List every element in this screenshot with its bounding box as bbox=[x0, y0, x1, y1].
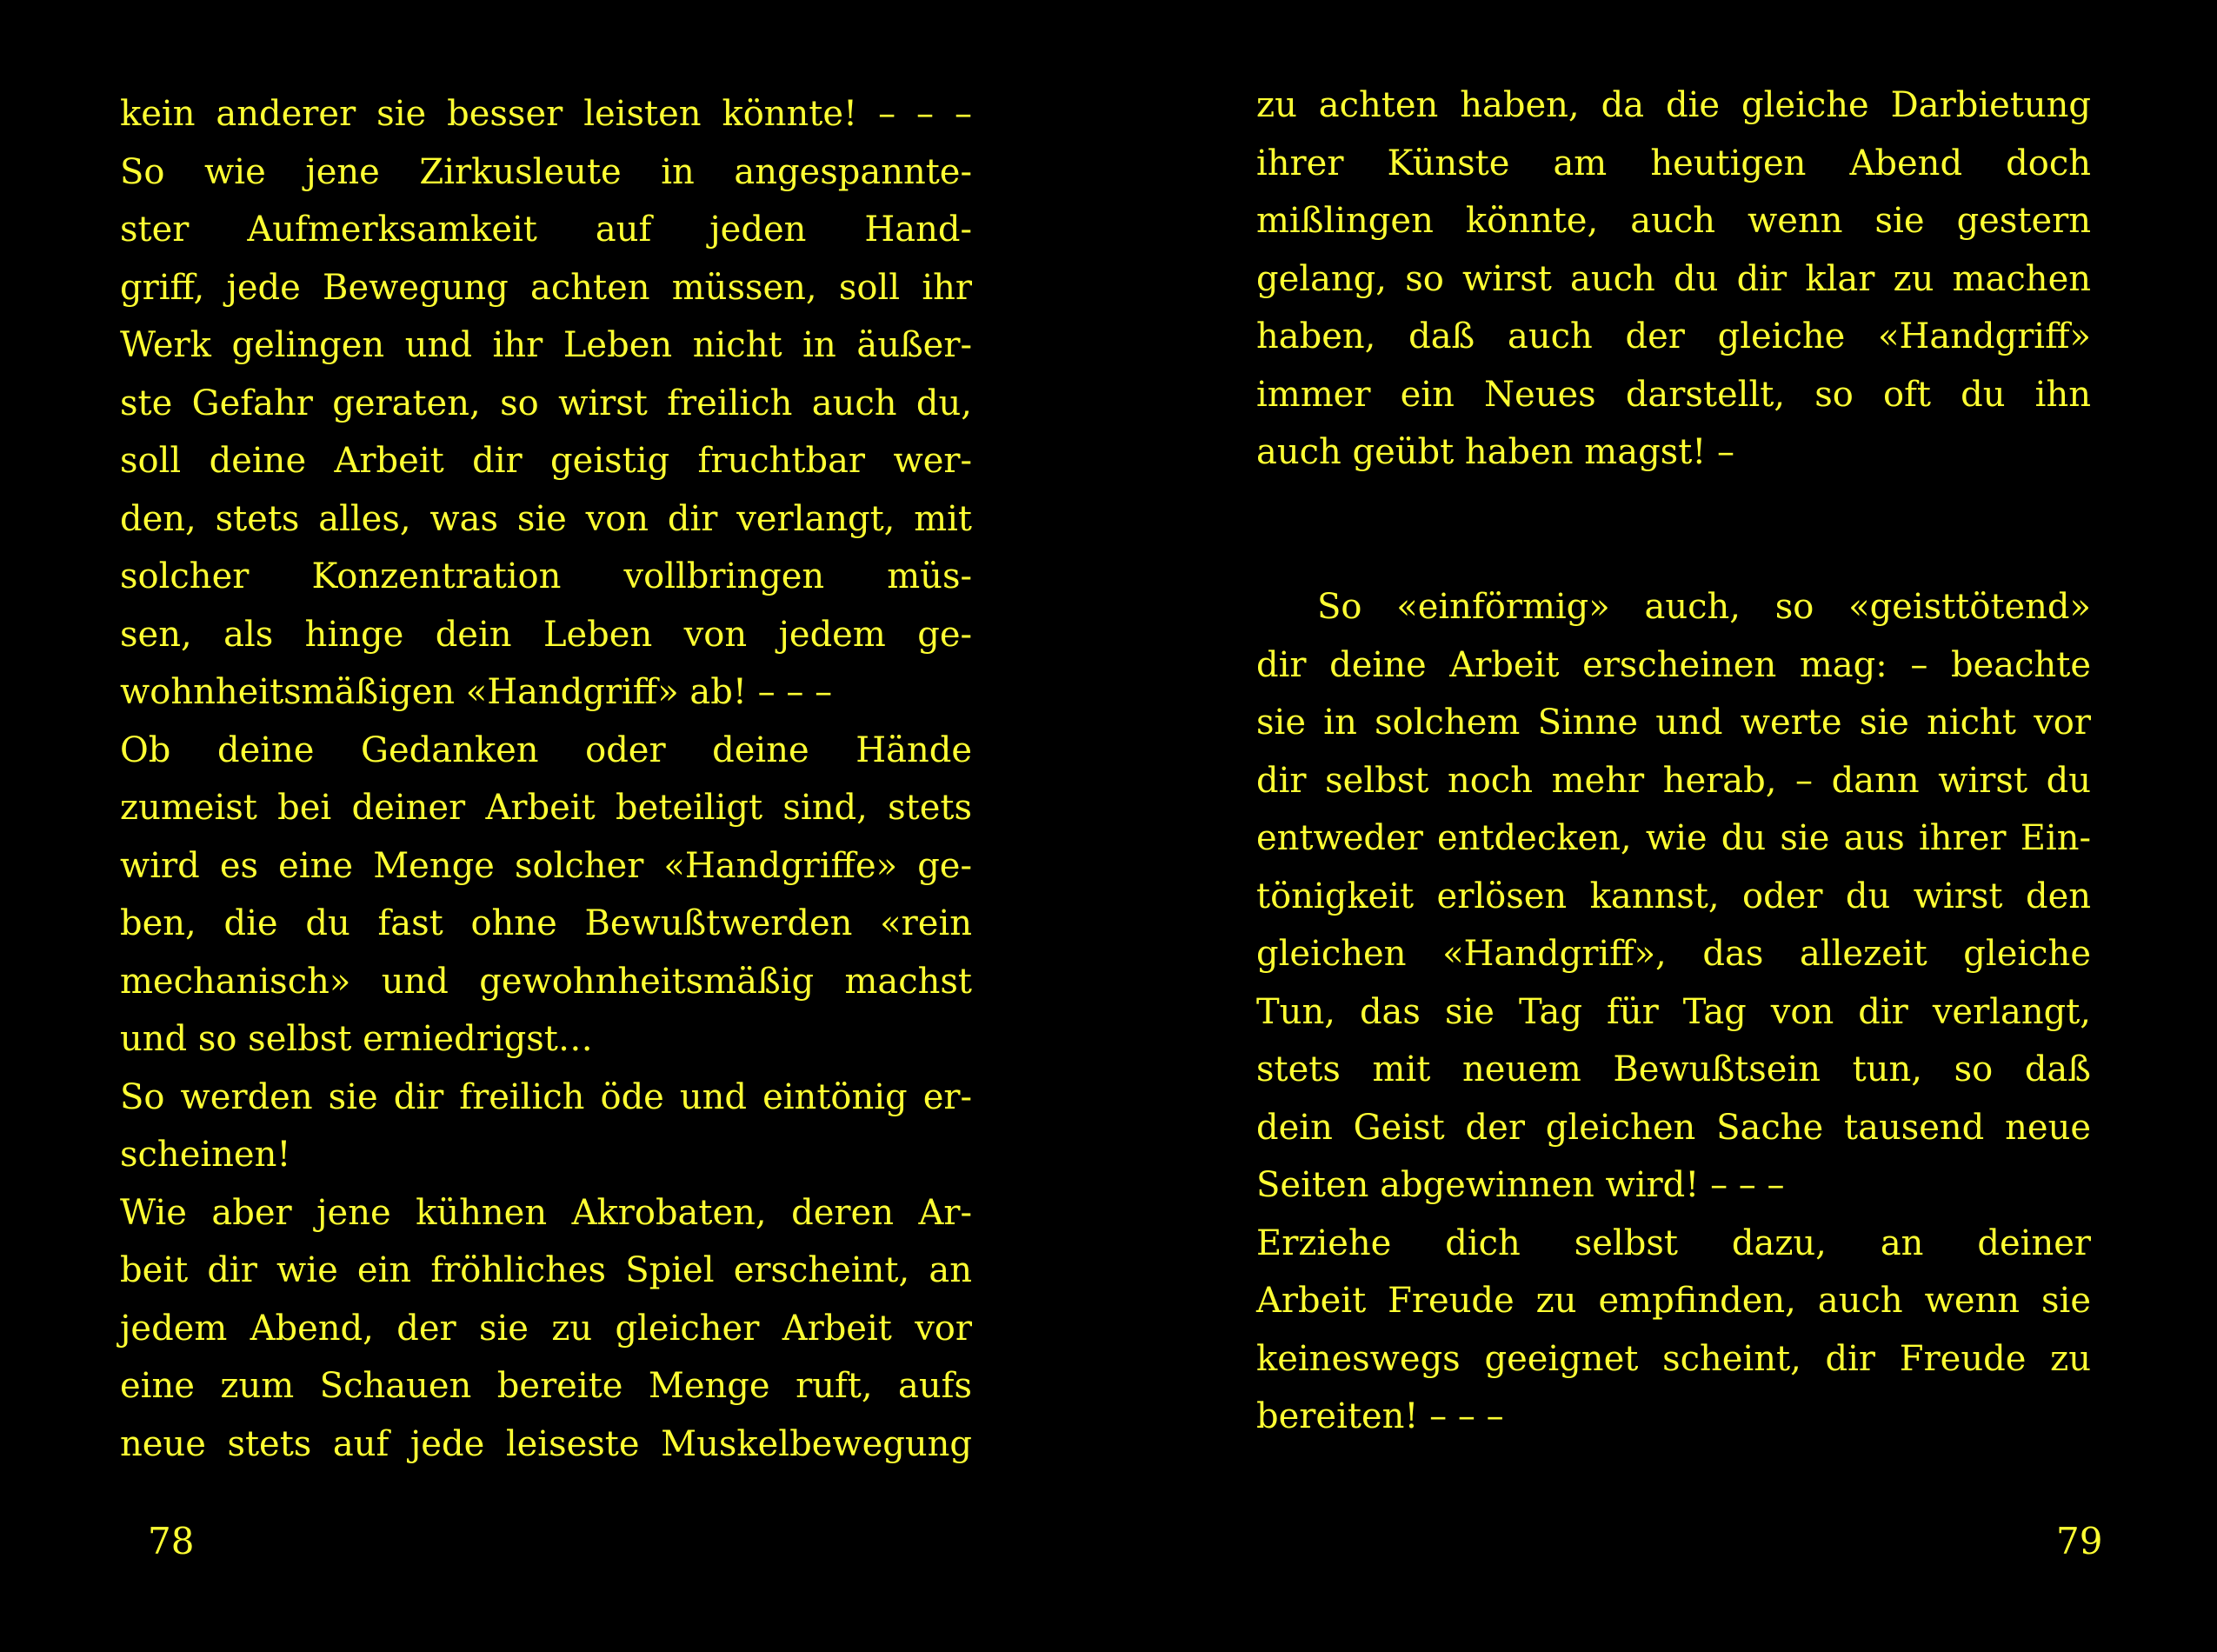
text-line: dir deine Arbeit erscheinen mag: – beachte bbox=[1256, 644, 2091, 685]
text-line: So wie jene Zirkusleute in angespannte- bbox=[120, 151, 972, 192]
text-line: kein anderer sie besser leisten könnte! – – – bbox=[120, 94, 972, 134]
left-page-text bbox=[120, 85, 972, 1473]
text-line: gelang, so wirst auch du dir klar zu machen bbox=[1256, 258, 2091, 299]
text-line: dein Geist der gleichen Sache tausend neue bbox=[1256, 1107, 2091, 1148]
text-line: bereiten! – – – bbox=[1256, 1396, 1504, 1436]
text-line: stets mit neuem Bewußtsein tun, so daß bbox=[1256, 1049, 2091, 1089]
text-line: Ob deine Gedanken oder deine Hände bbox=[120, 729, 972, 770]
text-line: Arbeit Freude zu empfinden, auch wenn sie bbox=[1256, 1281, 2091, 1321]
text-line: entweder entdecken, wie du sie aus ihrer Ein- bbox=[1256, 818, 2091, 858]
page-number-right: 79 bbox=[2056, 1520, 2103, 1562]
text-line: eine zum Schauen bereite Menge ruft, aufs bbox=[120, 1366, 972, 1406]
text-line: keineswegs geeignet scheint, dir Freude zu bbox=[1256, 1338, 2091, 1379]
page-number-left: 78 bbox=[148, 1520, 195, 1562]
text-line: auch geübt haben magst! – bbox=[1256, 432, 1735, 472]
left-page bbox=[0, 0, 1043, 1652]
text-line: beit dir wie ein fröhliches Spiel erscheint, an bbox=[120, 1250, 972, 1290]
text-line: Werk gelingen und ihr Leben nicht in äußer- bbox=[120, 325, 972, 365]
text-line: sie in solchem Sinne und werte sie nicht vor bbox=[1256, 703, 2091, 743]
text-line: tönigkeit erlösen kannst, oder du wirst den bbox=[1256, 876, 2091, 916]
text-line: So werden sie dir freilich öde und eintönig er- bbox=[120, 1076, 972, 1117]
text-line: scheinen! bbox=[120, 1135, 291, 1175]
text-line: mechanisch» und gewohnheitsmäßig machst bbox=[120, 961, 972, 1002]
right-page-paragraph-1 bbox=[1256, 77, 2091, 482]
text-line: wird es eine Menge solcher «Handgriffe» ge- bbox=[120, 845, 972, 886]
text-line: ster Aufmerksamkeit auf jeden Hand- bbox=[120, 210, 972, 250]
text-line: dir selbst noch mehr herab, – dann wirst du bbox=[1256, 760, 2091, 801]
right-page bbox=[1217, 0, 2217, 1652]
text-line: wohnheitsmäßigen «Handgriff» ab! – – – bbox=[120, 672, 833, 712]
text-line: jedem Abend, der sie zu gleicher Arbeit vor bbox=[120, 1308, 972, 1349]
text-line: und so selbst erniedrigst… bbox=[120, 1019, 593, 1059]
text-line: Wie aber jene kühnen Akrobaten, deren Ar- bbox=[120, 1192, 972, 1233]
text-line: immer ein Neues darstellt, so oft du ihn bbox=[1256, 374, 2091, 415]
text-line: gleichen «Handgriff», das allezeit gleiche bbox=[1256, 934, 2091, 974]
text-line: soll deine Arbeit dir geistig fruchtbar wer- bbox=[120, 441, 972, 481]
text-line: ihrer Künste am heutigen Abend doch bbox=[1256, 143, 2091, 183]
text-line: neue stets auf jede leiseste Muskelbewegung bbox=[120, 1423, 972, 1464]
text-line: ste Gefahr geraten, so wirst freilich auch du, bbox=[120, 383, 972, 423]
text-line: Seiten abgewinnen wird! – – – bbox=[1256, 1165, 1785, 1205]
text-line: sen, als hinge dein Leben von jedem ge- bbox=[120, 614, 972, 655]
text-line: ben, die du fast ohne Bewußtwerden «rein bbox=[120, 903, 972, 943]
right-page-paragraph-2 bbox=[1256, 578, 2091, 1446]
text-line: So «einförmig» auch, so «geisttötend» bbox=[1317, 587, 2091, 627]
text-line: Erziehe dich selbst dazu, an deiner bbox=[1256, 1222, 2091, 1263]
text-line: mißlingen könnte, auch wenn sie gestern bbox=[1256, 201, 2091, 241]
text-line: griff, jede Bewegung achten müssen, soll ihr bbox=[120, 267, 972, 308]
text-line: haben, daß auch der gleiche «Handgriff» bbox=[1256, 316, 2091, 356]
text-line: solcher Konzentration vollbringen müs- bbox=[120, 556, 972, 596]
text-line: zumeist bei deiner Arbeit beteiligt sind, stets bbox=[120, 788, 972, 828]
text-line: Tun, das sie Tag für Tag von dir verlangt, bbox=[1256, 991, 2091, 1032]
text-line: den, stets alles, was sie von dir verlangt, mit bbox=[120, 498, 972, 539]
text-line: zu achten haben, da die gleiche Darbietung bbox=[1256, 85, 2091, 125]
